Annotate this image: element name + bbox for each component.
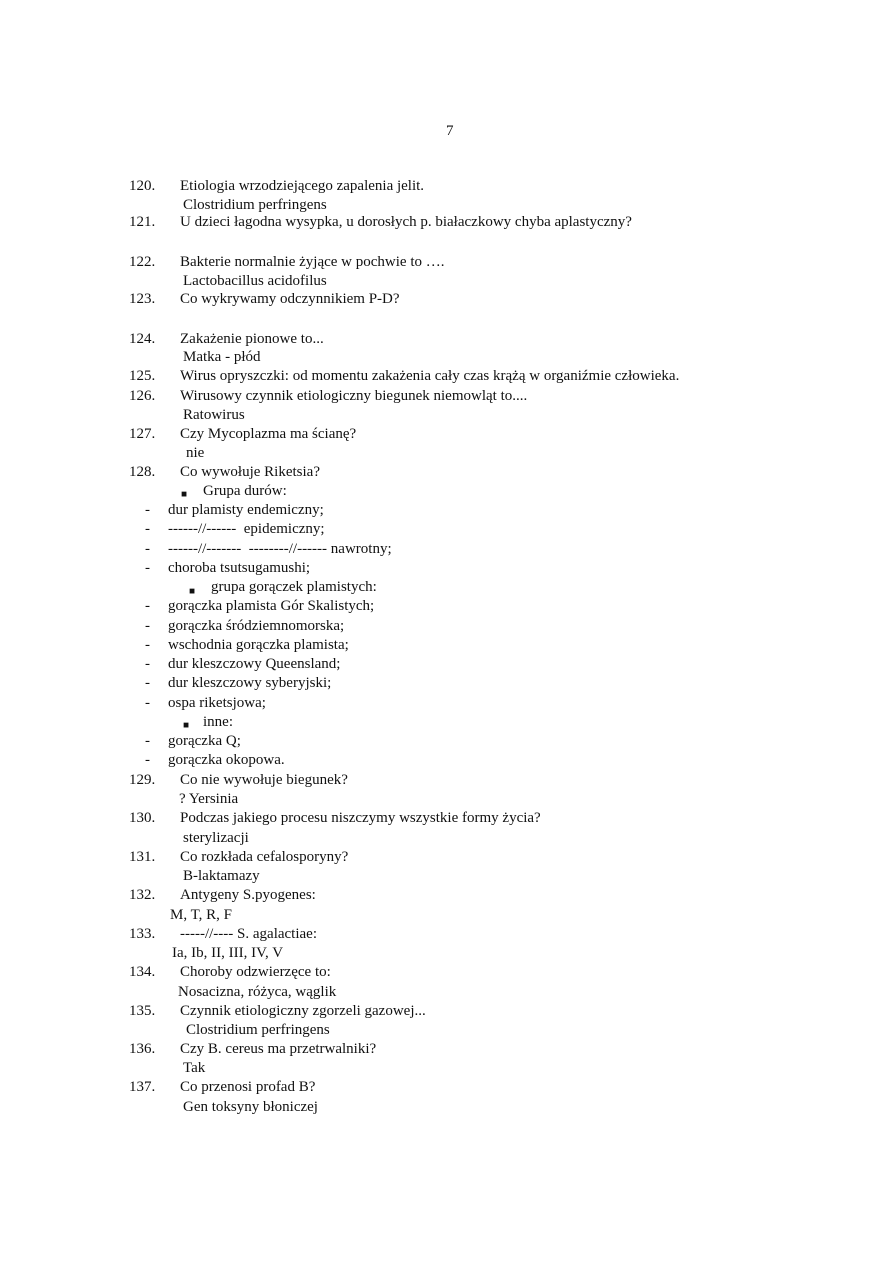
item-number: 135. <box>129 1003 156 1019</box>
answer-text: Gen toksyny błoniczej <box>183 1099 318 1115</box>
dash-marker: - <box>145 502 150 518</box>
question-text: U dzieci łagodna wysypka, u dorosłych p. białaczkowy chyba aplastyczny? <box>180 214 632 230</box>
item-number: 125. <box>129 368 156 384</box>
group-title: Grupa durów: <box>203 483 287 499</box>
list-item: ------//------ epidemiczny; <box>168 521 325 537</box>
question-text: Choroby odzwierzęce to: <box>180 964 331 980</box>
item-number: 128. <box>129 464 156 480</box>
list-item: ospa riketsjowa; <box>168 695 266 711</box>
question-text: Podczas jakiego procesu niszczymy wszystkie formy życia? <box>180 810 541 826</box>
item-number: 134. <box>129 964 156 980</box>
answer-text: Tak <box>183 1060 206 1076</box>
dash-marker: - <box>145 541 150 557</box>
list-item: gorączka Q; <box>168 733 241 749</box>
question-text: Co wykrywamy odczynnikiem P-D? <box>180 291 400 307</box>
item-number: 129. <box>129 772 156 788</box>
question-text: Wirus opryszczki: od momentu zakażenia cały czas krążą w organiźmie człowieka. <box>180 368 680 384</box>
question-text: Antygeny S.pyogenes: <box>180 887 316 903</box>
question-text: -----//---- S. agalactiae: <box>180 926 317 942</box>
item-number: 130. <box>129 810 156 826</box>
dash-marker: - <box>145 521 150 537</box>
list-item: dur kleszczowy Queensland; <box>168 656 341 672</box>
page-number: 7 <box>446 123 454 139</box>
group-title: inne: <box>203 714 233 730</box>
dash-marker: - <box>145 618 150 634</box>
answer-text: Nosacizna, różyca, wąglik <box>178 984 337 1000</box>
question-text: Co nie wywołuje biegunek? <box>180 772 348 788</box>
question-text: Czy Mycoplazma ma ścianę? <box>180 426 357 442</box>
question-text: Co wywołuje Riketsia? <box>180 464 320 480</box>
item-number: 121. <box>129 214 156 230</box>
dash-marker: - <box>145 560 150 576</box>
question-text: Czy B. cereus ma przetrwalniki? <box>180 1041 377 1057</box>
list-item: wschodnia gorączka plamista; <box>168 637 349 653</box>
item-number: 133. <box>129 926 156 942</box>
list-item: gorączka okopowa. <box>168 752 285 768</box>
item-number: 123. <box>129 291 156 307</box>
item-number: 126. <box>129 388 156 404</box>
item-number: 120. <box>129 178 156 194</box>
question-text: Zakażenie pionowe to... <box>180 331 324 347</box>
question-text: Bakterie normalnie żyjące w pochwie to …. <box>180 254 445 270</box>
dash-marker: - <box>145 733 150 749</box>
answer-text: B-laktamazy <box>183 868 260 884</box>
item-number: 137. <box>129 1079 156 1095</box>
answer-text: Ia, Ib, II, III, IV, V <box>172 945 284 961</box>
answer-text: Ratowirus <box>183 407 245 423</box>
answer-text: Clostridium perfringens <box>183 197 327 213</box>
item-number: 136. <box>129 1041 156 1057</box>
bullet-icon: ■ <box>189 586 196 597</box>
answer-text: Lactobacillus acidofilus <box>183 273 327 289</box>
answer-text: nie <box>186 445 205 461</box>
list-item: dur plamisty endemiczny; <box>168 502 324 518</box>
answer-text: M, T, R, F <box>170 907 232 923</box>
answer-text: Clostridium perfringens <box>186 1022 330 1038</box>
question-text: Wirusowy czynnik etiologiczny biegunek niemowląt to.... <box>180 388 528 404</box>
dash-marker: - <box>145 598 150 614</box>
list-item: choroba tsutsugamushi; <box>168 560 311 576</box>
item-number: 127. <box>129 426 156 442</box>
answer-text: ? Yersinia <box>179 791 239 807</box>
list-item: ------//------- --------//------ nawrotny; <box>168 541 392 557</box>
answer-text: Matka - płód <box>183 349 261 365</box>
item-number: 124. <box>129 331 156 347</box>
dash-marker: - <box>145 695 150 711</box>
bullet-icon: ■ <box>181 489 188 500</box>
question-text: Co rozkłada cefalosporyny? <box>180 849 349 865</box>
dash-marker: - <box>145 752 150 768</box>
list-item: gorączka śródziemnomorska; <box>168 618 345 634</box>
answer-text: sterylizacji <box>183 830 249 846</box>
item-number: 122. <box>129 254 156 270</box>
question-text: Etiologia wrzodziejącego zapalenia jelit. <box>180 178 425 194</box>
dash-marker: - <box>145 637 150 653</box>
question-text: Co przenosi profad B? <box>180 1079 316 1095</box>
bullet-icon: ■ <box>183 720 190 731</box>
question-text: Czynnik etiologiczny zgorzeli gazowej... <box>180 1003 426 1019</box>
item-number: 132. <box>129 887 156 903</box>
dash-marker: - <box>145 675 150 691</box>
list-item: gorączka plamista Gór Skalistych; <box>168 598 375 614</box>
list-item: dur kleszczowy syberyjski; <box>168 675 332 691</box>
dash-marker: - <box>145 656 150 672</box>
group-title: grupa gorączek plamistych: <box>211 579 377 595</box>
item-number: 131. <box>129 849 156 865</box>
